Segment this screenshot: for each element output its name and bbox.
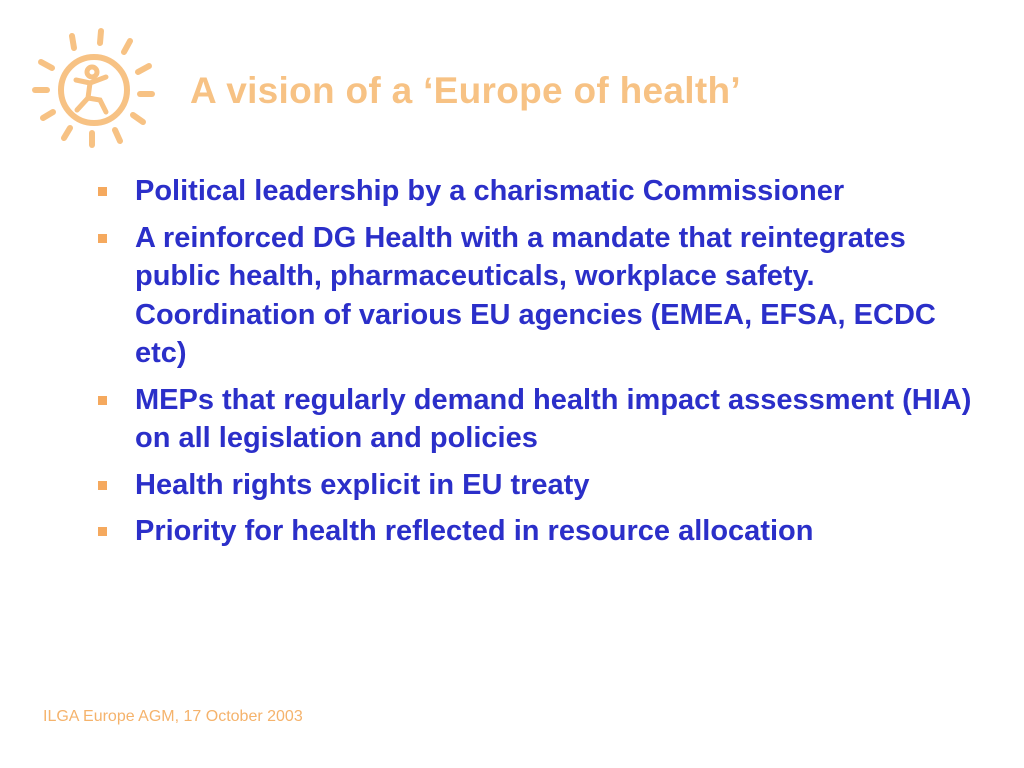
bullet-item bbox=[92, 381, 992, 458]
square-bullet-icon bbox=[98, 234, 107, 243]
square-bullet-icon bbox=[98, 396, 107, 405]
bullet-item bbox=[92, 172, 992, 211]
slide-title: A vision of a ‘Europe of health’ bbox=[190, 70, 741, 111]
bullet-text: MEPs that regularly demand health impact assessment (HIA) on all legislation and policies bbox=[135, 383, 972, 454]
bullet-text: Priority for health reflected in resource allocation bbox=[135, 515, 814, 547]
footer-text: ILGA Europe AGM, 17 October 2003 bbox=[43, 708, 303, 725]
bullet-item bbox=[92, 219, 992, 373]
bullet-item bbox=[92, 466, 992, 505]
bullet-item bbox=[92, 512, 992, 551]
bullet-text: Health rights explicit in EU treaty bbox=[135, 468, 590, 501]
bullet-text: A reinforced DG Health with a mandate that reintegrates public health, pharmaceuticals, workplace safety. Coordination of various EU agencies (EMEA, EFSA, ECDC etc) bbox=[135, 221, 936, 369]
bullet-list bbox=[92, 172, 992, 559]
square-bullet-icon bbox=[98, 187, 107, 196]
bullet-text: Political leadership by a charismatic Commissioner bbox=[135, 175, 845, 207]
square-bullet-icon bbox=[98, 481, 107, 490]
sun-figure-logo-icon bbox=[28, 28, 158, 148]
square-bullet-icon bbox=[98, 527, 107, 536]
